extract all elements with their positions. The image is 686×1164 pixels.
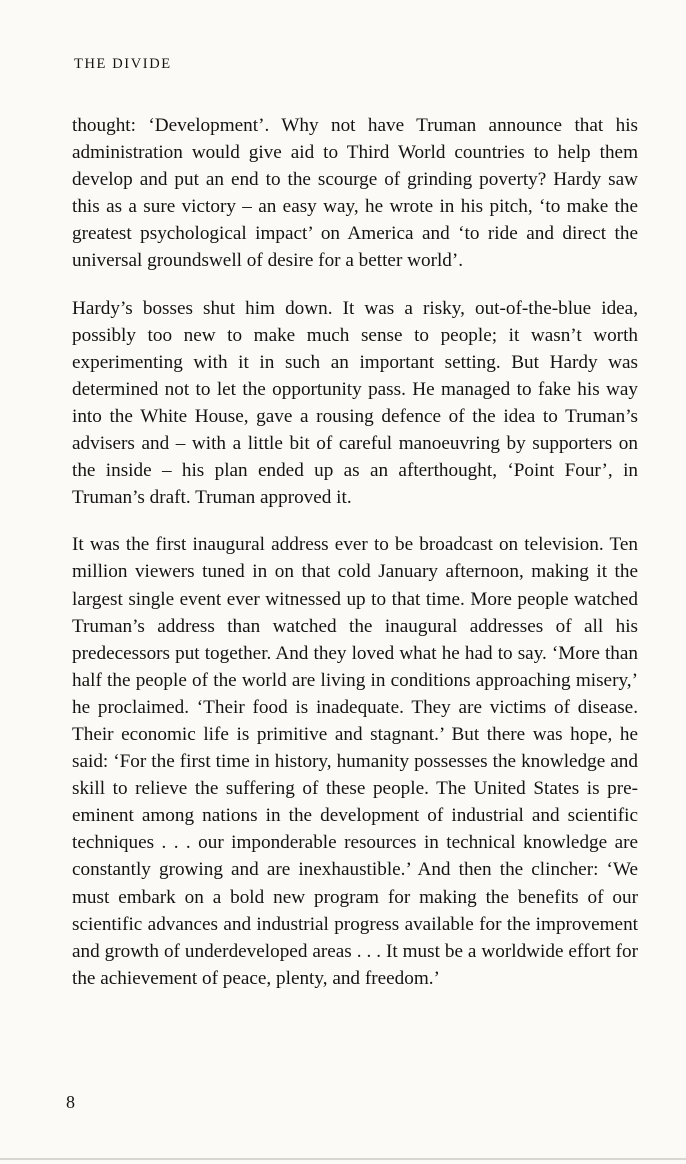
paragraph-3: It was the first inaugural address ever to be broadcast on television. Ten million viewers tuned in on that cold January afternoon, making it the largest single event ever witnessed up to that time. More people watched Truman’s address than watched the inaugural addresses of all his predecessors put together. And they loved what he had to say. ‘More than half the people of the world are living in conditions approaching misery,’ he proclaimed. ‘Their food is inadequate. They are victims of disease. Their economic life is primitive and stagnant.’ But there was hope, he said: ‘For the first time in history, humanity possesses the knowledge and skill to relieve the suffering of these people. The United States is pre-eminent among nations in the development of industrial and scientific techniques . . . our imponderable resources in technical knowledge are constantly growing and are inexhaustible.’ And then the clincher: ‘We must embark on a bold new program for making the benefits of our scientific advances and industrial progress available for the improvement and growth of underdeveloped areas . . . It must be a worldwide effort for the achievement of peace, plenty, and freedom.’ (72, 534, 638, 989)
page-bottom-edge (0, 1158, 686, 1160)
body-text (72, 112, 638, 1012)
page-number: 8 (66, 1092, 75, 1112)
running-head: THE DIVIDE (74, 56, 172, 72)
paragraph-1: thought: ‘Development’. Why not have Truman announce that his administration would give aid to Third World countries to help them develop and put an end to the scourge of grinding poverty? Hardy saw this as a sure victory – an easy way, he wrote in his pitch, ‘to make the greatest psychological impact’ on America and ‘to ride and direct the universal groundswell of desire for a better world’. (72, 115, 638, 272)
paragraph-2: Hardy’s bosses shut him down. It was a risky, out-of-the-blue idea, possibly too new to make much sense to people; it wasn’t worth experimenting with it in such an important setting. But Hardy was determined not to let the opportunity pass. He managed to fake his way into the White House, gave a rousing defence of the idea to Truman’s advisers and – with a little bit of careful manoeuvring by supporters on the inside – his plan ended up as an afterthought, ‘Point Four’, in Truman’s draft. Truman approved it. (72, 297, 638, 509)
